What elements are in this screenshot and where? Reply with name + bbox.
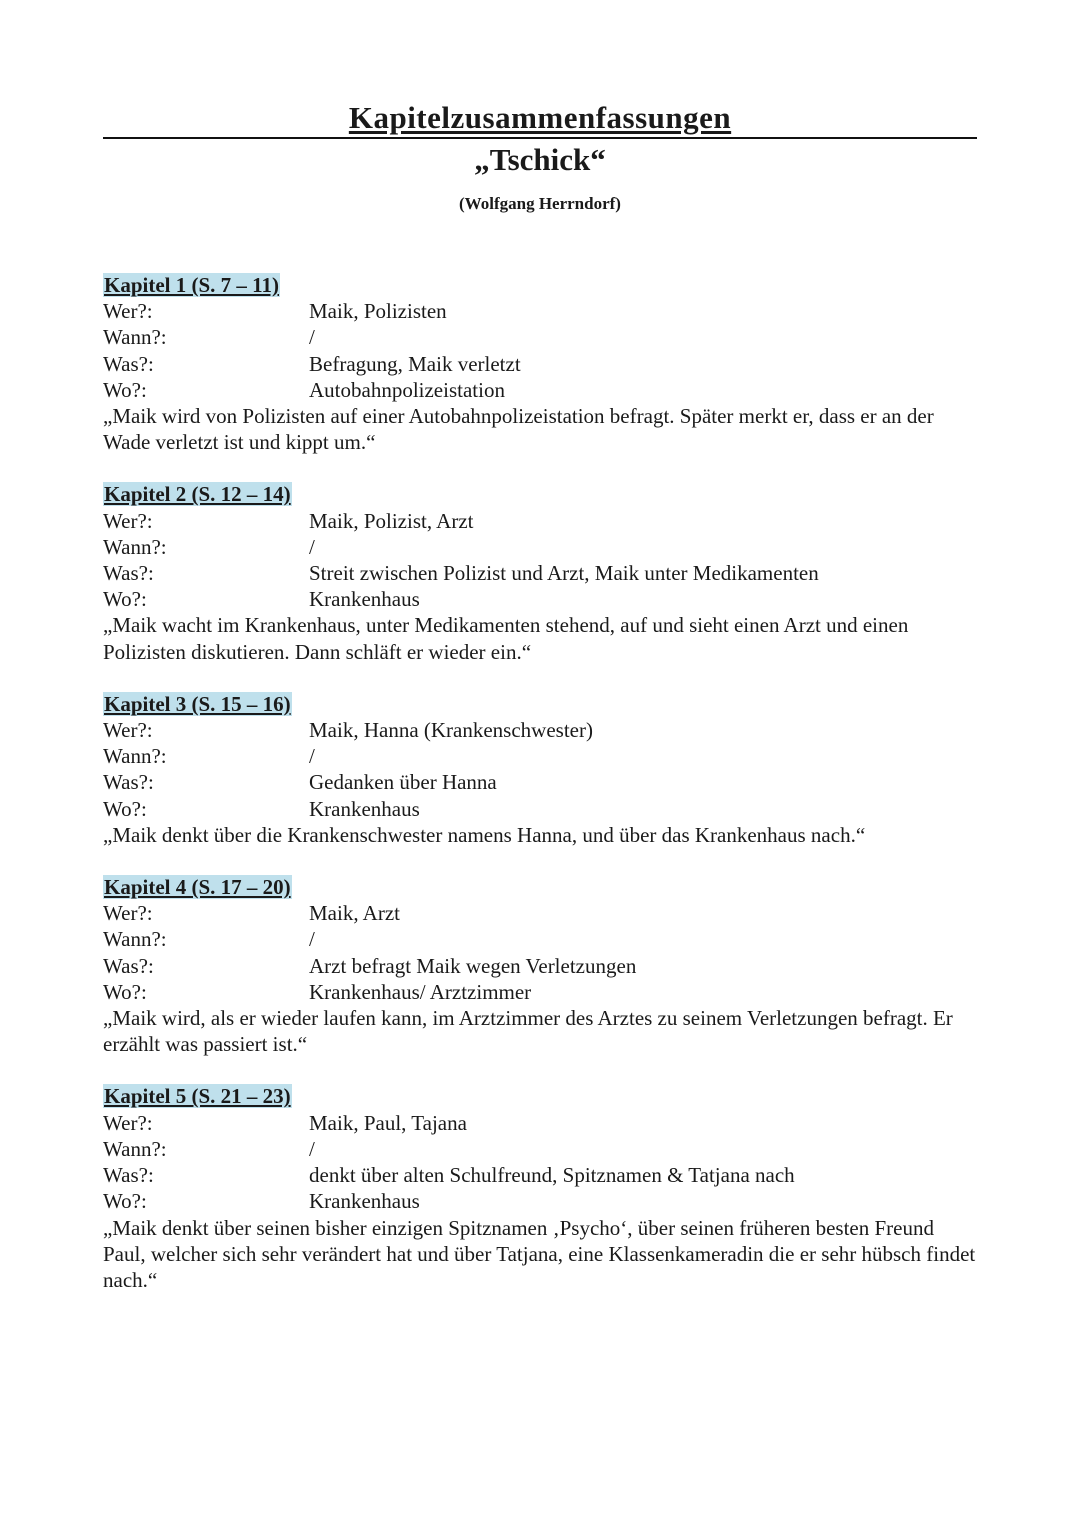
chapter-heading: Kapitel 5 (S. 21 – 23) (104, 1084, 291, 1109)
field-label: Wann?: (103, 744, 167, 769)
field-row (103, 508, 977, 534)
field-row (103, 324, 977, 350)
field-value: denkt über alten Schulfreund, Spitznamen & Tatjana nach (309, 1163, 795, 1188)
field-row (103, 1136, 977, 1162)
chapter-list (103, 272, 977, 1293)
field-row (103, 298, 977, 324)
field-value: / (309, 534, 315, 559)
chapter-summary: „Maik wird von Polizisten auf einer Autobahnpolizeistation befragt. Später merkt er, dass er an der Wade verletzt ist und kippt um.“ (103, 404, 934, 455)
field-value: Streit zwischen Polizist und Arzt, Maik unter Medikamenten (309, 561, 819, 586)
chapter-heading: Kapitel 3 (S. 15 – 16) (104, 691, 291, 716)
field-label: Wo?: (103, 587, 147, 612)
field-value: Krankenhaus (309, 1189, 420, 1214)
chapter-section (103, 691, 977, 848)
field-value: Gedanken über Hanna (309, 770, 497, 795)
field-label: Wer?: (103, 718, 153, 743)
chapter-summary: „Maik wacht im Krankenhaus, unter Medikamenten stehend, auf und sieht einen Arzt und einen Polizisten diskutieren. Dann schläft er wieder ein.“ (103, 613, 909, 664)
field-value: Krankenhaus (309, 587, 420, 612)
chapter-heading: Kapitel 2 (S. 12 – 14) (104, 482, 291, 507)
field-row (103, 717, 977, 743)
field-label: Was?: (103, 561, 154, 586)
field-label: Wer?: (103, 508, 153, 533)
field-row (103, 351, 977, 377)
chapter-section (103, 1083, 977, 1293)
field-row (103, 769, 977, 795)
field-value: / (309, 744, 315, 769)
field-label: Wann?: (103, 1136, 167, 1161)
field-row (103, 979, 977, 1005)
field-value: Maik, Hanna (Krankenschwester) (309, 718, 593, 743)
field-value: Krankenhaus (309, 796, 420, 821)
field-row (103, 377, 977, 403)
field-label: Wann?: (103, 534, 167, 559)
field-row (103, 953, 977, 979)
field-value: / (309, 927, 315, 952)
field-row (103, 1110, 977, 1136)
field-value: Befragung, Maik verletzt (309, 351, 521, 376)
chapter-section (103, 272, 977, 455)
field-value: / (309, 325, 315, 350)
field-label: Was?: (103, 953, 154, 978)
field-row (103, 743, 977, 769)
field-row (103, 796, 977, 822)
chapter-section (103, 481, 977, 664)
field-label: Wann?: (103, 927, 167, 952)
field-value: Arzt befragt Maik wegen Verletzungen (309, 953, 637, 978)
page-title: Kapitelzusammenfassungen (348, 100, 732, 135)
chapter-summary: „Maik denkt über seinen bisher einzigen Spitznamen ‚Psycho‘, über seinen früheren besten Freund Paul, welcher sich sehr verändert hat und über Tatjana, eine Klassenkameradin die er sehr hübsch findet nach.“ (103, 1215, 976, 1292)
field-label: Wo?: (103, 1189, 147, 1214)
field-row (103, 586, 977, 612)
field-label: Wer?: (103, 901, 153, 926)
chapter-summary: „Maik wird, als er wieder laufen kann, im Arztzimmer des Arztes zu seinem Verletzungen befragt. Er erzählt was passiert ist.“ (103, 1006, 953, 1057)
field-row (103, 1162, 977, 1188)
field-value: Maik, Paul, Tajana (309, 1110, 467, 1135)
chapter-heading: Kapitel 4 (S. 17 – 20) (104, 875, 291, 900)
field-label: Wo?: (103, 979, 147, 1004)
field-value: Maik, Polizisten (309, 299, 447, 324)
field-value: Autobahnpolizeistation (309, 377, 505, 402)
field-label: Wann?: (103, 325, 167, 350)
field-label: Wo?: (103, 377, 147, 402)
title-row (103, 100, 977, 139)
field-value: Maik, Arzt (309, 901, 400, 926)
field-row (103, 900, 977, 926)
chapter-summary: „Maik denkt über die Krankenschwester namens Hanna, und über das Krankenhaus nach.“ (103, 822, 866, 847)
field-label: Was?: (103, 351, 154, 376)
chapter-heading: Kapitel 1 (S. 7 – 11) (104, 273, 280, 297)
document-page (103, 100, 977, 1319)
field-label: Wer?: (103, 1110, 153, 1135)
field-row (103, 926, 977, 952)
field-value: Maik, Polizist, Arzt (309, 508, 474, 533)
field-value: Krankenhaus/ Arztzimmer (309, 979, 532, 1004)
chapter-section (103, 874, 977, 1057)
field-row (103, 560, 977, 586)
field-label: Wer?: (103, 299, 153, 324)
field-label: Was?: (103, 770, 154, 795)
field-row (103, 1188, 977, 1214)
page-subtitle: „Tschick“ (474, 142, 606, 177)
field-row (103, 534, 977, 560)
field-value: / (309, 1136, 315, 1161)
field-label: Was?: (103, 1163, 154, 1188)
author-line: (Wolfgang Herrndorf) (459, 194, 621, 213)
field-label: Wo?: (103, 796, 147, 821)
